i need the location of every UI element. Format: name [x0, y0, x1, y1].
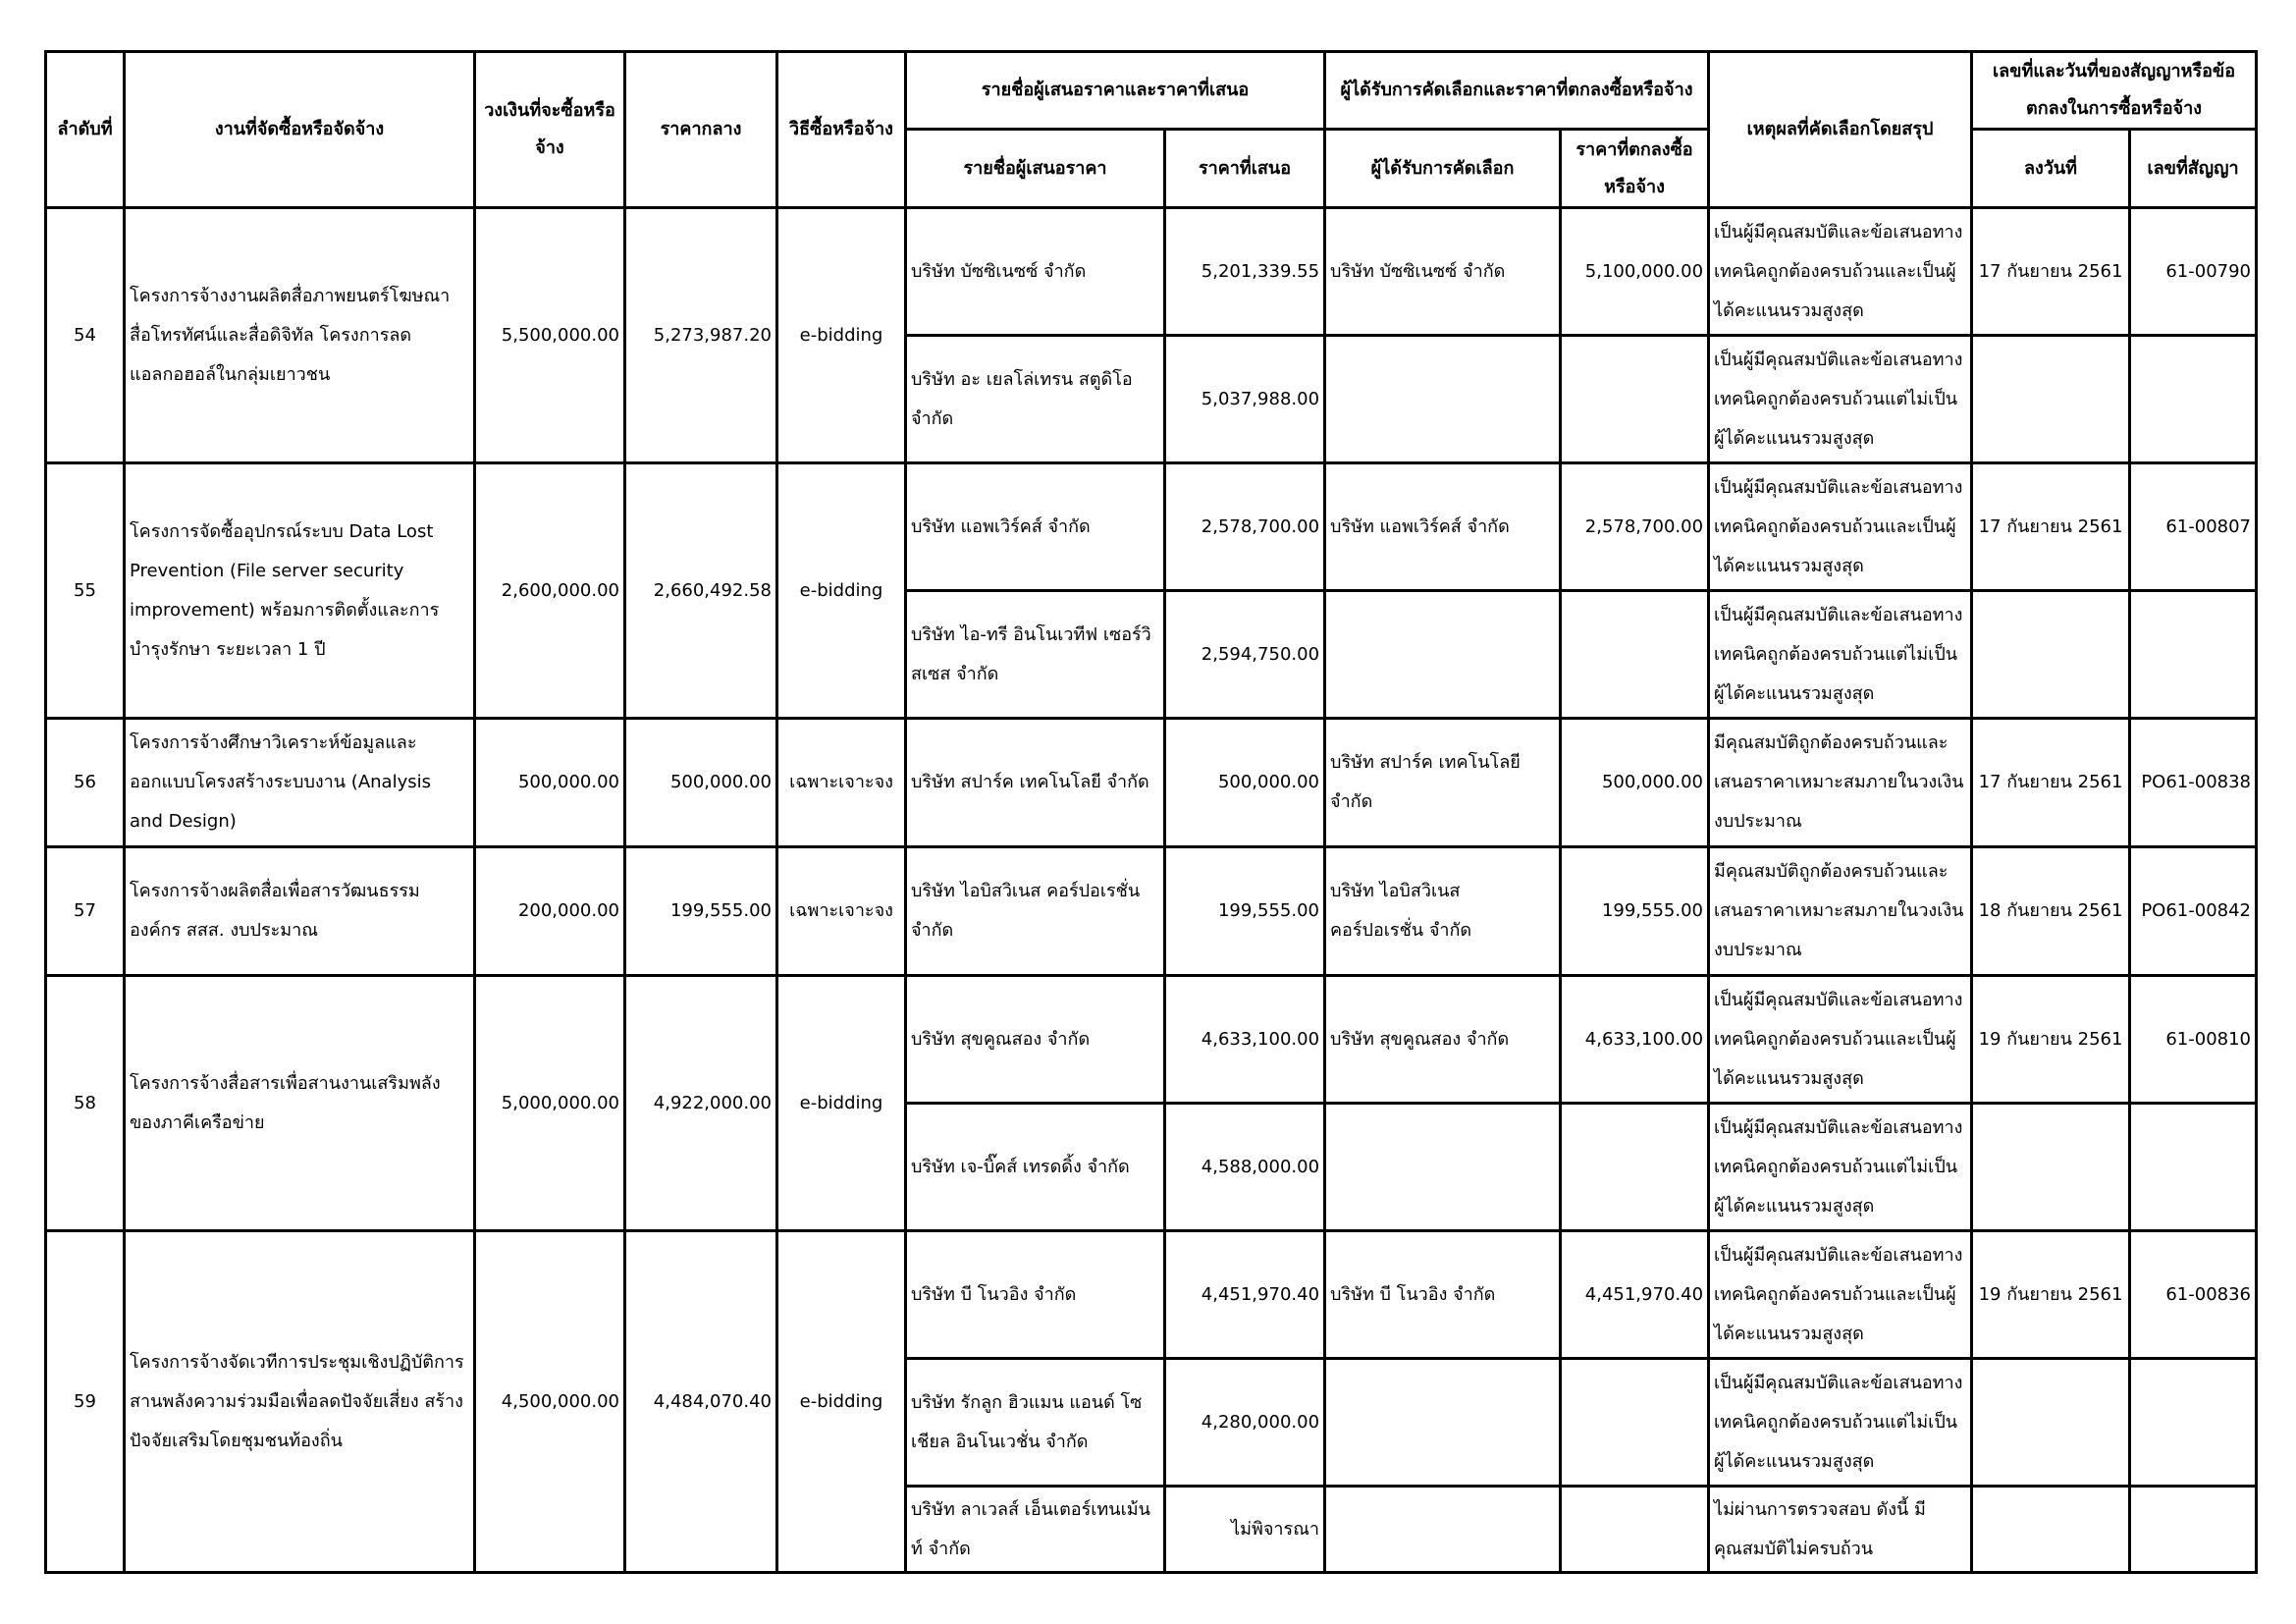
cell-bidder-name: บริษัท ลาเวลส์ เอ็นเตอร์เทนเม้นท์ จำกัด — [906, 1487, 1165, 1573]
cell-bidder-name: บริษัท สุขคูณสอง จำกัด — [906, 976, 1165, 1104]
cell-reason: เป็นผู้มีคุณสมบัติและข้อเสนอทางเทคนิคถูกต้องครบถ้วนและเป็นผู้ได้คะแนนรวมสูงสุด — [1709, 1231, 1972, 1359]
cell-contract-date: 18 กันยายน 2561 — [1972, 847, 2130, 976]
table-row — [46, 719, 2257, 847]
header-bidders-group: รายชื่อผู้เสนอราคาและราคาที่เสนอ — [906, 52, 1325, 130]
table-body — [46, 208, 2257, 1573]
cell-bid-price: 5,037,988.00 — [1165, 336, 1325, 463]
cell-budget: 4,500,000.00 — [475, 1231, 625, 1573]
cell-selected-name: บริษัท ไอบิสวิเนส คอร์ปอเรชั่น จำกัด — [1325, 847, 1561, 976]
cell-median-price: 5,273,987.20 — [625, 208, 777, 463]
cell-method: เฉพาะเจาะจง — [777, 847, 906, 976]
cell-agreed-price — [1561, 1104, 1709, 1231]
cell-bidder-name: บริษัท ไอบิสวิเนส คอร์ปอเรชั่น จำกัด — [906, 847, 1165, 976]
cell-contract-date — [1972, 591, 2130, 719]
cell-reason: เป็นผู้มีคุณสมบัติและข้อเสนอทางเทคนิคถูกต้องครบถ้วนแต่ไม่เป็นผู้ได้คะแนนรวมสูงสุด — [1709, 1104, 1972, 1231]
header-budget: วงเงินที่จะซื้อหรือจ้าง — [475, 52, 625, 208]
cell-agreed-price: 199,555.00 — [1561, 847, 1709, 976]
cell-bidder-name: บริษัท ไอ-ทรี อินโนเวทีฟ เซอร์วิสเซส จำกัด — [906, 591, 1165, 719]
table-row — [46, 976, 2257, 1104]
cell-selected-name — [1325, 336, 1561, 463]
cell-agreed-price — [1561, 1487, 1709, 1573]
cell-contract-date — [1972, 1487, 2130, 1573]
cell-contract-date — [1972, 1359, 2130, 1487]
cell-agreed-price: 5,100,000.00 — [1561, 208, 1709, 336]
cell-contract-date: 17 กันยายน 2561 — [1972, 208, 2130, 336]
cell-selected-name — [1325, 591, 1561, 719]
cell-method: e-bidding — [777, 208, 906, 463]
cell-budget: 500,000.00 — [475, 719, 625, 847]
cell-contract-date — [1972, 1104, 2130, 1231]
cell-agreed-price: 500,000.00 — [1561, 719, 1709, 847]
header-bid-price: ราคาที่เสนอ — [1165, 130, 1325, 208]
cell-selected-name: บริษัท บัซซิเนซซ์ จำกัด — [1325, 208, 1561, 336]
cell-contract-no — [2130, 1487, 2257, 1573]
cell-median-price: 199,555.00 — [625, 847, 777, 976]
header-bidder-name: รายชื่อผู้เสนอราคา — [906, 130, 1165, 208]
cell-contract-no — [2130, 336, 2257, 463]
cell-contract-date: 17 กันยายน 2561 — [1972, 463, 2130, 591]
cell-median-price: 4,922,000.00 — [625, 976, 777, 1231]
cell-reason: เป็นผู้มีคุณสมบัติและข้อเสนอทางเทคนิคถูกต้องครบถ้วนแต่ไม่เป็นผู้ได้คะแนนรวมสูงสุด — [1709, 336, 1972, 463]
cell-agreed-price — [1561, 591, 1709, 719]
cell-contract-date: 17 กันยายน 2561 — [1972, 719, 2130, 847]
cell-bid-price: 199,555.00 — [1165, 847, 1325, 976]
cell-contract-date — [1972, 336, 2130, 463]
cell-agreed-price: 2,578,700.00 — [1561, 463, 1709, 591]
cell-median-price: 500,000.00 — [625, 719, 777, 847]
cell-contract-date: 19 กันยายน 2561 — [1972, 1231, 2130, 1359]
cell-no: 55 — [46, 463, 125, 719]
cell-method: e-bidding — [777, 1231, 906, 1573]
cell-reason: ไม่ผ่านการตรวจสอบ ดังนี้ มีคุณสมบัติไม่ครบถ้วน — [1709, 1487, 1972, 1573]
header-agreed-price: ราคาที่ตกลงซื้อหรือจ้าง — [1561, 130, 1709, 208]
cell-no: 59 — [46, 1231, 125, 1573]
procurement-table — [44, 50, 2258, 1574]
cell-bidder-name: บริษัท บี โนวอิง จำกัด — [906, 1231, 1165, 1359]
cell-project: โครงการจ้างศึกษาวิเคราะห์ข้อมูลและออกแบบโครงสร้างระบบงาน (Analysis and Design) — [125, 719, 475, 847]
cell-contract-no — [2130, 1359, 2257, 1487]
table-header — [46, 52, 2257, 208]
cell-bidder-name: บริษัท เจ-บิ๊คส์ เทรดดิ้ง จำกัด — [906, 1104, 1165, 1231]
cell-contract-no: PO61-00842 — [2130, 847, 2257, 976]
cell-selected-name — [1325, 1104, 1561, 1231]
cell-reason: เป็นผู้มีคุณสมบัติและข้อเสนอทางเทคนิคถูกต้องครบถ้วนแต่ไม่เป็นผู้ได้คะแนนรวมสูงสุด — [1709, 591, 1972, 719]
cell-bid-price: 4,451,970.40 — [1165, 1231, 1325, 1359]
header-selected-group: ผู้ได้รับการคัดเลือกและราคาที่ตกลงซื้อหรือจ้าง — [1325, 52, 1709, 130]
cell-project: โครงการจ้างจัดเวทีการประชุมเชิงปฏิบัติการสานพลังความร่วมมือเพื่อลดปัจจัยเสี่ยง สร้างปัจจัยเสริมโดยชุมชนท้องถิ่น — [125, 1231, 475, 1573]
cell-contract-no: 61-00790 — [2130, 208, 2257, 336]
cell-no: 56 — [46, 719, 125, 847]
cell-contract-no: 61-00807 — [2130, 463, 2257, 591]
cell-project: โครงการจัดซื้ออุปกรณ์ระบบ Data Lost Prevention (File server security improvement) พร้อมการติดตั้งและการบำรุงรักษา ระยะเวลา 1 ปี — [125, 463, 475, 719]
cell-bid-price: ไม่พิจารณา — [1165, 1487, 1325, 1573]
cell-reason: มีคุณสมบัติถูกต้องครบถ้วนและเสนอราคาเหมาะสมภายในวงเงินงบประมาณ — [1709, 719, 1972, 847]
cell-selected-name: บริษัท บี โนวอิง จำกัด — [1325, 1231, 1561, 1359]
cell-selected-name: บริษัท สปาร์ค เทคโนโลยี จำกัด — [1325, 719, 1561, 847]
cell-budget: 2,600,000.00 — [475, 463, 625, 719]
header-selected-name: ผู้ได้รับการคัดเลือก — [1325, 130, 1561, 208]
header-method: วิธีซื้อหรือจ้าง — [777, 52, 906, 208]
header-median-price: ราคากลาง — [625, 52, 777, 208]
cell-reason: มีคุณสมบัติถูกต้องครบถ้วนและเสนอราคาเหมาะสมภายในวงเงินงบประมาณ — [1709, 847, 1972, 976]
cell-reason: เป็นผู้มีคุณสมบัติและข้อเสนอทางเทคนิคถูกต้องครบถ้วนและเป็นผู้ได้คะแนนรวมสูงสุด — [1709, 463, 1972, 591]
cell-contract-no: 61-00810 — [2130, 976, 2257, 1104]
header-no: ลำดับที่ — [46, 52, 125, 208]
cell-agreed-price — [1561, 336, 1709, 463]
cell-median-price: 2,660,492.58 — [625, 463, 777, 719]
cell-agreed-price: 4,451,970.40 — [1561, 1231, 1709, 1359]
cell-budget: 5,500,000.00 — [475, 208, 625, 463]
cell-bid-price: 5,201,339.55 — [1165, 208, 1325, 336]
cell-bidder-name: บริษัท อะ เยลโล่เทรน สตูดิโอ จำกัด — [906, 336, 1165, 463]
cell-selected-name — [1325, 1359, 1561, 1487]
cell-budget: 5,000,000.00 — [475, 976, 625, 1231]
cell-no: 54 — [46, 208, 125, 463]
table-row — [46, 1231, 2257, 1359]
table-row — [46, 208, 2257, 336]
cell-bidder-name: บริษัท บัซซิเนซซ์ จำกัด — [906, 208, 1165, 336]
cell-selected-name: บริษัท สุขคูณสอง จำกัด — [1325, 976, 1561, 1104]
cell-reason: เป็นผู้มีคุณสมบัติและข้อเสนอทางเทคนิคถูกต้องครบถ้วนและเป็นผู้ได้คะแนนรวมสูงสุด — [1709, 208, 1972, 336]
cell-no: 58 — [46, 976, 125, 1231]
header-contract-group: เลขที่และวันที่ของสัญญาหรือข้อตกลงในการซื้อหรือจ้าง — [1972, 52, 2257, 130]
cell-method: e-bidding — [777, 463, 906, 719]
cell-contract-no: PO61-00838 — [2130, 719, 2257, 847]
cell-bid-price: 500,000.00 — [1165, 719, 1325, 847]
header-contract-no: เลขที่สัญญา — [2130, 130, 2257, 208]
cell-reason: เป็นผู้มีคุณสมบัติและข้อเสนอทางเทคนิคถูกต้องครบถ้วนและเป็นผู้ได้คะแนนรวมสูงสุด — [1709, 976, 1972, 1104]
cell-bidder-name: บริษัท แอพเวิร์คส์ จำกัด — [906, 463, 1165, 591]
header-contract-date: ลงวันที่ — [1972, 130, 2130, 208]
cell-contract-no: 61-00836 — [2130, 1231, 2257, 1359]
cell-contract-no — [2130, 591, 2257, 719]
cell-project: โครงการจ้างผลิตสื่อเพื่อสารวัฒนธรรมองค์กร สสส. งบประมาณ — [125, 847, 475, 976]
cell-bidder-name: บริษัท รักลูก ฮิวแมน แอนด์ โซเชียล อินโนเวชั่น จำกัด — [906, 1359, 1165, 1487]
cell-reason: เป็นผู้มีคุณสมบัติและข้อเสนอทางเทคนิคถูกต้องครบถ้วนแต่ไม่เป็นผู้ได้คะแนนรวมสูงสุด — [1709, 1359, 1972, 1487]
table-row — [46, 847, 2257, 976]
table-row — [46, 463, 2257, 591]
cell-bid-price: 2,578,700.00 — [1165, 463, 1325, 591]
cell-budget: 200,000.00 — [475, 847, 625, 976]
cell-bidder-name: บริษัท สปาร์ค เทคโนโลยี จำกัด — [906, 719, 1165, 847]
cell-project: โครงการจ้างงานผลิตสื่อภาพยนตร์โฆษณาสื่อโทรทัศน์และสื่อดิจิทัล โครงการลดแอลกอฮอล์ในกลุ่มเยาวชน — [125, 208, 475, 463]
cell-no: 57 — [46, 847, 125, 976]
cell-bid-price: 4,280,000.00 — [1165, 1359, 1325, 1487]
cell-selected-name: บริษัท แอพเวิร์คส์ จำกัด — [1325, 463, 1561, 591]
cell-selected-name — [1325, 1487, 1561, 1573]
cell-contract-date: 19 กันยายน 2561 — [1972, 976, 2130, 1104]
cell-method: เฉพาะเจาะจง — [777, 719, 906, 847]
header-reason: เหตุผลที่คัดเลือกโดยสรุป — [1709, 52, 1972, 208]
cell-project: โครงการจ้างสื่อสารเพื่อสานงานเสริมพลังของภาคีเครือข่าย — [125, 976, 475, 1231]
cell-bid-price: 4,588,000.00 — [1165, 1104, 1325, 1231]
cell-agreed-price — [1561, 1359, 1709, 1487]
cell-median-price: 4,484,070.40 — [625, 1231, 777, 1573]
cell-agreed-price: 4,633,100.00 — [1561, 976, 1709, 1104]
cell-contract-no — [2130, 1104, 2257, 1231]
procurement-report-page — [44, 50, 2255, 1574]
cell-method: e-bidding — [777, 976, 906, 1231]
cell-bid-price: 2,594,750.00 — [1165, 591, 1325, 719]
cell-bid-price: 4,633,100.00 — [1165, 976, 1325, 1104]
header-project: งานที่จัดซื้อหรือจัดจ้าง — [125, 52, 475, 208]
